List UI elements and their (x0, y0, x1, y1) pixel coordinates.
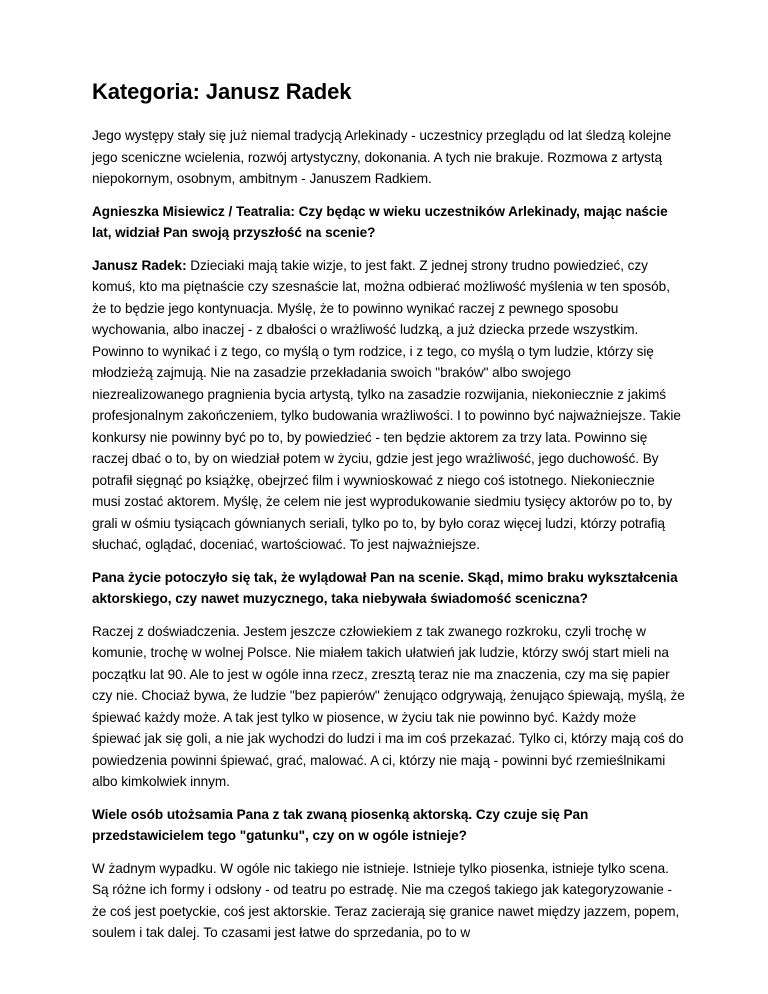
intro-paragraph: Jego występy stały się już niemal tradycją Arlekinady - uczestnicy przeglądu od lat śledzą kolejne jego sceniczne wcielenia, rozwój artystyczny, dokonania. A tych nie brakuje. Rozmowa z artystą niepokornym, osobnym, ambitnym - Januszem Radkiem. (92, 128, 672, 186)
speaker-name: Janusz Radek: (92, 257, 187, 273)
page-title: Kategoria: Janusz Radek (92, 79, 352, 104)
question-3: Wiele osób utożsamia Pana z tak zwaną piosenką aktorską. Czy czuje się Pan przedstawicielem tego "gatunku", czy on w ogóle istnieje? (92, 806, 589, 843)
document-page (92, 78, 686, 955)
question-2: Pana życie potoczyło się tak, że wylądował Pan na scenie. Skąd, mimo braku wykształcenia aktorskiego, czy nawet muzycznego, taka niebywała świadomość sceniczna? (92, 569, 678, 606)
answer-3: W żadnym wypadku. W ogóle nic takiego nie istnieje. Istnieje tylko piosenka, istnieje tylko scena. Są różne ich formy i odsłony - od teatru po estradę. Nie ma czegoś takiego jak kategoryzowanie - że coś jest poetyckie, coś jest aktorskie. Teraz zacierają się granice nawet między jazzem, popem, soulem i tak dalej. To czasami jest łatwe do sprzedania, po to w (92, 860, 680, 940)
question-1: Agnieszka Misiewicz / Teatralia: Czy będąc w wieku uczestników Arlekinady, mając naście lat, widział Pan swoją przyszłość na scenie? (92, 203, 668, 240)
answer-1-text: Dzieciaki mają takie wizje, to jest fakt. Z jednej strony trudno powiedzieć, czy komuś, kto ma piętnaście czy szesnaście lat, można odbierać możliwość myślenia w ten sposób, że to będzie jego kontynuacja. Myślę, że to powinno wynikać raczej z pewnego sposobu wychowania, albo inaczej - z dbałości o wrażliwość ludzką, a już dziecka przede wszystkim. Powinno to wynikać i z tego, co myślą o tym rodzice, i z tego, co myślą o tym ludzie, którzy się młodzieżą zajmują. Nie na zasadzie przekładania swoich "braków" albo swojego niezrealizowanego pragnienia bycia artystą, tylko na zasadzie rozwijania, niekoniecznie z jakimś profesjonalnym zakończeniem, tylko budowania wrażliwości. I to powinno być najważniejsze. Takie konkursy nie powinny być po to, by powiedzieć - ten będzie aktorem za trzy lata. Powinno się raczej dbać o to, by on wiedział potem w życiu, gdzie jest jego wrażliwość, jego duchowość. By potrafił sięgnąć po książkę, obejrzeć film i wywnioskować z niego coś istotnego. Niekoniecznie musi zostać aktorem. Myślę, że celem nie jest wyprodukowanie siedmiu tysięcy aktorów po to, by grali w ośmiu tysiącach gównianych seriali, tylko po to, by było coraz więcej ludzi, którzy potrafią słuchać, oglądać, doceniać, wartościować. To jest najważniejsze. (92, 257, 681, 552)
answer-2: Raczej z doświadczenia. Jestem jeszcze człowiekiem z tak zwanego rozkroku, czyli trochę w komunie, trochę w wolnej Polsce. Nie miałem takich ułatwień jak ludzie, którzy swój start mieli na początku lat 90. Ale to jest w ogóle inna rzecz, zresztą teraz nie ma znaczenia, czy ma się papier czy nie. Chociaż bywa, że ludzie "bez papierów" żenująco odgrywają, żenująco śpiewają, myślą, że śpiewać każdy może. A tak jest tylko w piosence, w życiu tak nie powinno być. Każdy może śpiewać jak się goli, a nie jak wychodzi do ludzi i ma im coś przekazać. Tylko ci, którzy mają coś do powiedzenia powinni śpiewać, grać, malować. A ci, którzy nie mają - powinni być rzemieślnikami albo kimkolwiek innym. (92, 623, 685, 789)
answer-1 (92, 255, 686, 556)
